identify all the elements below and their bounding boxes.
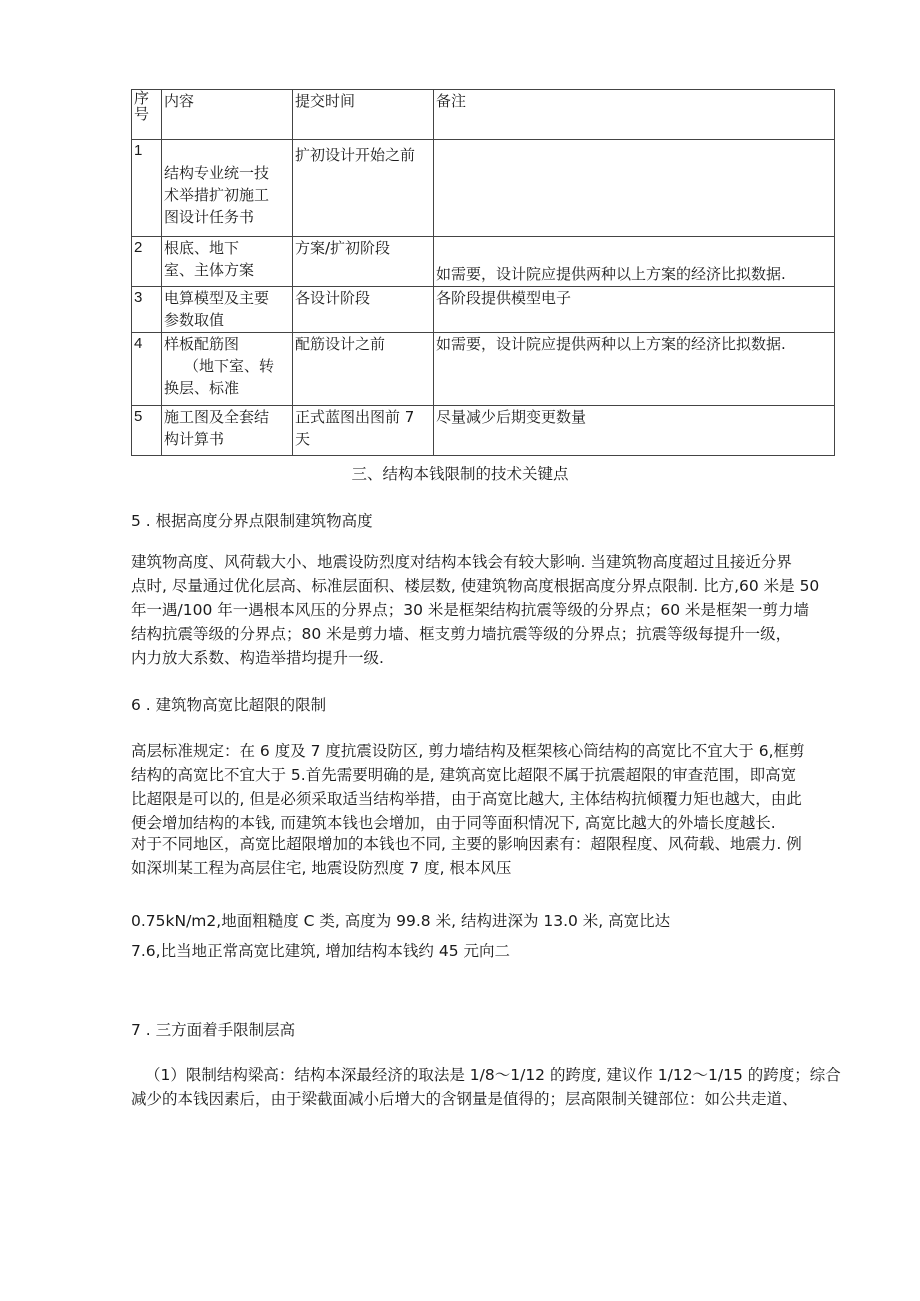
header-note: 备注 — [434, 90, 835, 140]
row-content-line: 构计算书 — [164, 430, 225, 448]
table-header-row — [132, 90, 835, 140]
row-time — [293, 406, 434, 456]
paragraph-line: 便会增加结构的本钱, 而建筑本钱也会增加，由于同等面积情况下, 高宽比越大的外墙长度越长. — [131, 814, 776, 832]
table-row — [132, 140, 835, 237]
row-time-line: 正式蓝图出图前 7 — [295, 408, 415, 426]
row-time-line: 方案/扩初阶段 — [295, 239, 391, 257]
paragraph-line: 结构的高宽比不宜大于 5.首先需要明确的是, 建筑高宽比超限不属于抗震超限的审查范围，即高宽 — [131, 766, 797, 784]
row-content — [162, 333, 293, 406]
row-time-line: 配筋设计之前 — [295, 335, 386, 353]
row-time-line: 天 — [295, 430, 311, 448]
row-time — [293, 140, 434, 237]
paragraph-line: 0.75kN/m2,地面粗糙度 C 类, 高度为 99.8 米, 结构进深为 13.0 米, 高宽比达 — [131, 912, 671, 930]
row-time-line: 扩初设计开始之前 — [295, 146, 416, 164]
section-7-heading: 7 . 三方面着手限制层高 — [131, 1021, 296, 1039]
table-row — [132, 287, 835, 333]
row-content-line: 施工图及全套结 — [164, 408, 270, 426]
paragraph-line: 对于不同地区，高宽比超限增加的本钱也不同, 主要的影响因素有：超限程度、风荷载、地震力. 例 — [131, 835, 802, 853]
table-row — [132, 333, 835, 406]
row-no: 1 — [132, 140, 162, 237]
row-no: 5 — [132, 406, 162, 456]
paragraph-line: 结构抗震等级的分界点；80 米是剪力墙、框支剪力墙抗震等级的分界点；抗震等级每提升一级， — [131, 625, 792, 643]
row-content — [162, 140, 293, 237]
row-time — [293, 333, 434, 406]
paragraph-line: 如深圳某工程为高层住宅, 地震设防烈度 7 度, 根本风压 — [131, 859, 512, 877]
row-time — [293, 237, 434, 287]
header-no — [132, 90, 162, 140]
section-caption: 三、结构本钱限制的技术关键点 — [351, 465, 569, 483]
header-content: 内容 — [162, 90, 293, 140]
row-content-line: 电算模型及主要 — [164, 289, 270, 307]
section-5-heading: 5 . 根据高度分界点限制建筑物高度 — [131, 512, 373, 530]
row-content-line: 样板配筋图 — [164, 335, 240, 353]
header-time: 提交时间 — [293, 90, 434, 140]
row-content-line: 换层、标准 — [164, 379, 240, 397]
section-6-heading: 6 . 建筑物高宽比超限的限制 — [131, 696, 327, 714]
row-content-line: 根底、地下 — [164, 239, 240, 257]
header-no-line1: 序 — [134, 89, 150, 107]
row-content-line: 图设计任务书 — [164, 208, 255, 226]
row-content-line: 参数取值 — [164, 311, 225, 329]
header-no-line2: 号 — [134, 105, 150, 123]
paragraph-line: 点时, 尽量通过优化层高、标准层面积、楼层数, 使建筑物高度根据高度分界点限制. 比方,60 米是 50 — [131, 577, 820, 595]
row-content-line: 结构专业统一技 — [164, 164, 270, 182]
row-note — [434, 140, 835, 237]
row-content — [162, 237, 293, 287]
submission-table — [131, 89, 835, 456]
row-note: 尽量减少后期变更数量 — [434, 406, 835, 456]
section-5-paragraph — [131, 550, 861, 670]
row-no: 3 — [132, 287, 162, 333]
section-7-paragraph-1 — [131, 1063, 865, 1111]
row-content — [162, 406, 293, 456]
row-no: 4 — [132, 333, 162, 406]
row-content-line: （地下室、转 — [184, 357, 275, 375]
row-no: 2 — [132, 237, 162, 287]
paragraph-line: 年一遇/100 年一遇根本风压的分界点；30 米是框架结构抗震等级的分界点；60 米是框架一剪力墙 — [131, 601, 810, 619]
table-row — [132, 406, 835, 456]
paragraph-line: 比超限是可以的, 但是必须采取适当结构举措，由于高宽比越大, 主体结构抗倾覆力矩也越大，由此 — [131, 790, 802, 808]
row-content-line: 术举措扩初施工 — [164, 186, 270, 204]
paragraph-line: 高层标准规定：在 6 度及 7 度抗震设防区, 剪力墙结构及框架核心筒结构的高宽比不宜大于 6,框剪 — [131, 742, 805, 760]
row-time — [293, 287, 434, 333]
paragraph-line: 减少的本钱因素后，由于梁截面减小后增大的含钢量是值得的；层高限制关键部位：如公共走道、 — [131, 1090, 798, 1108]
paragraph-line: 7.6,比当地正常高宽比建筑, 增加结构本钱约 45 元向二 — [131, 942, 511, 960]
row-content — [162, 287, 293, 333]
section-6-paragraph-1 — [131, 739, 861, 835]
section-6-paragraph-2 — [131, 832, 861, 880]
row-time-line: 各设计阶段 — [295, 289, 371, 307]
table-row — [132, 237, 835, 287]
section-6-paragraph-3 — [131, 906, 861, 966]
row-note: 如需要，设计院应提供两种以上方案的经济比拟数据. — [434, 237, 835, 287]
paragraph-line: 建筑物高度、风荷载大小、地震设防烈度对结构本钱会有较大影响. 当建筑物高度超过且接近分界 — [131, 553, 792, 571]
row-note: 各阶段提供模型电子 — [434, 287, 835, 333]
paragraph-line: 内力放大系数、构造举措均提升一级. — [131, 649, 384, 667]
row-note: 如需要，设计院应提供两种以上方案的经济比拟数据. — [434, 333, 835, 406]
paragraph-line: （1）限制结构梁高：结构本深最经济的取法是 1/8～1/12 的跨度, 建议作 1/12～1/15 的跨度；综合 — [145, 1066, 841, 1084]
row-content-line: 室、主体方案 — [164, 261, 255, 279]
